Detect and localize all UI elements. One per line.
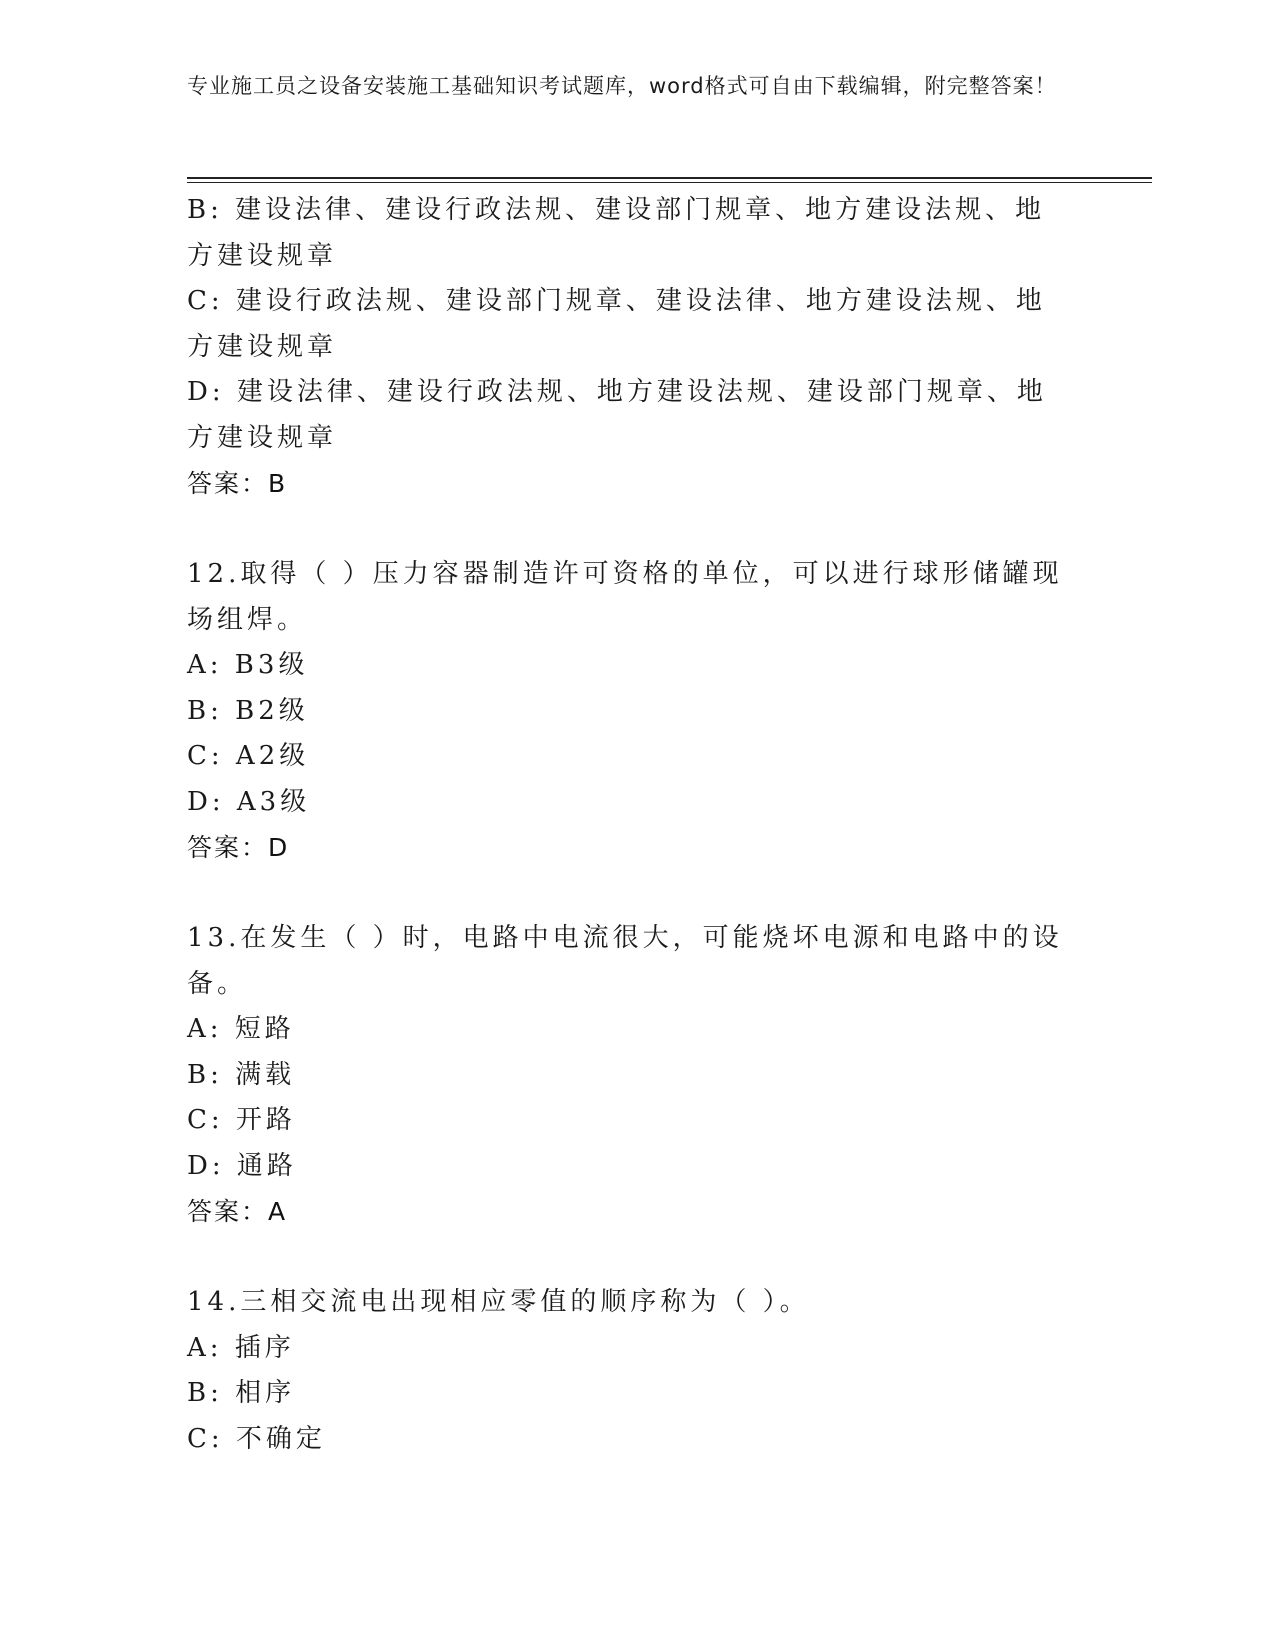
question-14	[187, 1280, 1067, 1462]
option-d: D: 通路	[187, 1150, 297, 1181]
question-stem: 13.在发生（ ）时，电路中电流很大，可能烧坏电源和电路中的设备。	[187, 923, 1063, 999]
option-c: C: 开路	[187, 1105, 296, 1135]
answer: 答案：B	[187, 469, 288, 498]
option-d: D: A3级	[187, 786, 311, 817]
option-b: B: 满载	[187, 1059, 296, 1090]
answer: 答案：D	[187, 833, 290, 862]
option-c: C: A2级	[187, 741, 310, 771]
header-divider	[187, 177, 1152, 179]
option-b: B: 建设法律、建设行政法规、建设部门规章、地方建设法规、地方建设规章	[187, 195, 1046, 271]
option-a: A: B3级	[187, 650, 309, 680]
option-c: C: 不确定	[187, 1423, 326, 1454]
question-13	[187, 916, 1067, 1235]
answer: 答案：A	[187, 1197, 288, 1226]
option-a: A: 插序	[187, 1332, 295, 1363]
option-a: A: 短路	[187, 1014, 295, 1044]
question-11-tail	[187, 188, 1067, 507]
question-12	[187, 552, 1067, 871]
header-divider-thin	[187, 182, 1152, 183]
option-c: C: 建设行政法规、建设部门规章、建设法律、地方建设法规、地方建设规章	[187, 286, 1046, 362]
option-b: B: B2级	[187, 695, 309, 726]
question-list	[187, 188, 1067, 1462]
question-stem: 14.三相交流电出现相应零值的顺序称为（ ）。	[187, 1287, 810, 1317]
question-stem: 12.取得（ ）压力容器制造许可资格的单位，可以进行球形储罐现场组焊。	[187, 559, 1063, 635]
option-d: D: 建设法律、建设行政法规、地方建设法规、建设部门规章、地方建设规章	[187, 377, 1047, 453]
page-header: 专业施工员之设备安装施工基础知识考试题库，word格式可自由下载编辑，附完整答案！	[187, 74, 1057, 98]
option-b: B: 相序	[187, 1378, 296, 1408]
